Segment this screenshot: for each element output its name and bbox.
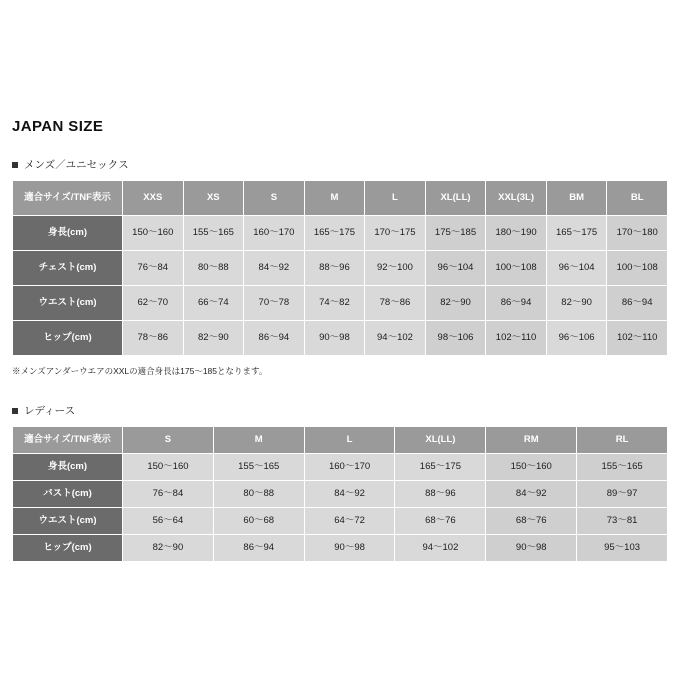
- row-header: ウエスト(cm): [13, 286, 123, 321]
- table-cell: 60〜68: [213, 508, 304, 535]
- table-cell: 155〜165: [183, 216, 244, 251]
- table-cell: 165〜175: [395, 454, 486, 481]
- row-header: 身長(cm): [13, 454, 123, 481]
- row-header: チェスト(cm): [13, 251, 123, 286]
- table-cell: 102〜110: [607, 321, 668, 356]
- ladies-section-label-text: レディース: [24, 405, 76, 417]
- table-cell: 84〜92: [486, 481, 577, 508]
- column-header: RL: [577, 427, 668, 454]
- table-row: [13, 535, 668, 562]
- table-cell: 175〜185: [425, 216, 486, 251]
- table-cell: 68〜76: [486, 508, 577, 535]
- table-cell: 78〜86: [365, 286, 426, 321]
- table-cell: 62〜70: [123, 286, 184, 321]
- table-cell: 86〜94: [213, 535, 304, 562]
- table-cell: 96〜104: [546, 251, 607, 286]
- page-title: JAPAN SIZE: [12, 118, 104, 135]
- table-cell: 150〜160: [123, 454, 214, 481]
- table-cell: 86〜94: [607, 286, 668, 321]
- table-cell: 94〜102: [395, 535, 486, 562]
- column-header: S: [244, 181, 305, 216]
- column-header: 適合サイズ/TNF表示: [13, 181, 123, 216]
- bullet-square-icon: [12, 408, 18, 414]
- table-cell: 64〜72: [304, 508, 395, 535]
- table-cell: 155〜165: [577, 454, 668, 481]
- bullet-square-icon: [12, 162, 18, 168]
- table-cell: 84〜92: [244, 251, 305, 286]
- table-cell: 86〜94: [486, 286, 547, 321]
- column-header: S: [123, 427, 214, 454]
- table-cell: 180〜190: [486, 216, 547, 251]
- row-header: ウエスト(cm): [13, 508, 123, 535]
- table-cell: 66〜74: [183, 286, 244, 321]
- column-header: XS: [183, 181, 244, 216]
- mens-section-label: [12, 157, 668, 172]
- table-cell: 88〜96: [304, 251, 365, 286]
- table-cell: 82〜90: [425, 286, 486, 321]
- table-row: [13, 286, 668, 321]
- table-cell: 160〜170: [244, 216, 305, 251]
- row-header: 身長(cm): [13, 216, 123, 251]
- mens-table-note: ※メンズアンダーウエアのXXLの適合身長は175〜185となります。: [12, 366, 268, 376]
- table-cell: 86〜94: [244, 321, 305, 356]
- table-cell: 165〜175: [304, 216, 365, 251]
- column-header: XXL(3L): [486, 181, 547, 216]
- ladies-section-label: [12, 403, 668, 418]
- table-cell: 102〜110: [486, 321, 547, 356]
- table-cell: 100〜108: [486, 251, 547, 286]
- table-cell: 82〜90: [123, 535, 214, 562]
- mens-section: [12, 157, 668, 377]
- table-cell: 56〜64: [123, 508, 214, 535]
- table-cell: 96〜106: [546, 321, 607, 356]
- table-cell: 89〜97: [577, 481, 668, 508]
- table-cell: 170〜180: [607, 216, 668, 251]
- table-cell: 94〜102: [365, 321, 426, 356]
- column-header: XXS: [123, 181, 184, 216]
- table-cell: 78〜86: [123, 321, 184, 356]
- mens-section-label-text: メンズ／ユニセックス: [24, 159, 129, 171]
- row-header: ヒップ(cm): [13, 321, 123, 356]
- table-cell: 90〜98: [304, 321, 365, 356]
- table-cell: 96〜104: [425, 251, 486, 286]
- table-row: [13, 251, 668, 286]
- table-cell: 150〜160: [486, 454, 577, 481]
- table-row: [13, 321, 668, 356]
- table-cell: 76〜84: [123, 251, 184, 286]
- table-cell: 90〜98: [304, 535, 395, 562]
- table-header-row: [13, 181, 668, 216]
- table-cell: 70〜78: [244, 286, 305, 321]
- table-row: [13, 508, 668, 535]
- table-cell: 165〜175: [546, 216, 607, 251]
- column-header: L: [304, 427, 395, 454]
- table-header-row: [13, 427, 668, 454]
- table-row: [13, 454, 668, 481]
- table-cell: 150〜160: [123, 216, 184, 251]
- column-header: 適合サイズ/TNF表示: [13, 427, 123, 454]
- table-cell: 82〜90: [546, 286, 607, 321]
- table-cell: 82〜90: [183, 321, 244, 356]
- table-cell: 155〜165: [213, 454, 304, 481]
- table-cell: 90〜98: [486, 535, 577, 562]
- row-header: ヒップ(cm): [13, 535, 123, 562]
- table-cell: 95〜103: [577, 535, 668, 562]
- table-cell: 170〜175: [365, 216, 426, 251]
- table-row: [13, 216, 668, 251]
- column-header: M: [213, 427, 304, 454]
- ladies-size-table: [12, 426, 668, 562]
- column-header: BL: [607, 181, 668, 216]
- column-header: XL(LL): [425, 181, 486, 216]
- column-header: RM: [486, 427, 577, 454]
- column-header: M: [304, 181, 365, 216]
- table-cell: 74〜82: [304, 286, 365, 321]
- table-cell: 80〜88: [213, 481, 304, 508]
- column-header: BM: [546, 181, 607, 216]
- table-cell: 160〜170: [304, 454, 395, 481]
- table-cell: 92〜100: [365, 251, 426, 286]
- table-row: [13, 481, 668, 508]
- table-cell: 98〜106: [425, 321, 486, 356]
- column-header: XL(LL): [395, 427, 486, 454]
- ladies-section: [12, 403, 668, 562]
- mens-size-table: [12, 180, 668, 356]
- table-cell: 80〜88: [183, 251, 244, 286]
- table-cell: 73〜81: [577, 508, 668, 535]
- table-cell: 76〜84: [123, 481, 214, 508]
- row-header: バスト(cm): [13, 481, 123, 508]
- table-cell: 68〜76: [395, 508, 486, 535]
- column-header: L: [365, 181, 426, 216]
- table-cell: 100〜108: [607, 251, 668, 286]
- table-cell: 88〜96: [395, 481, 486, 508]
- table-cell: 84〜92: [304, 481, 395, 508]
